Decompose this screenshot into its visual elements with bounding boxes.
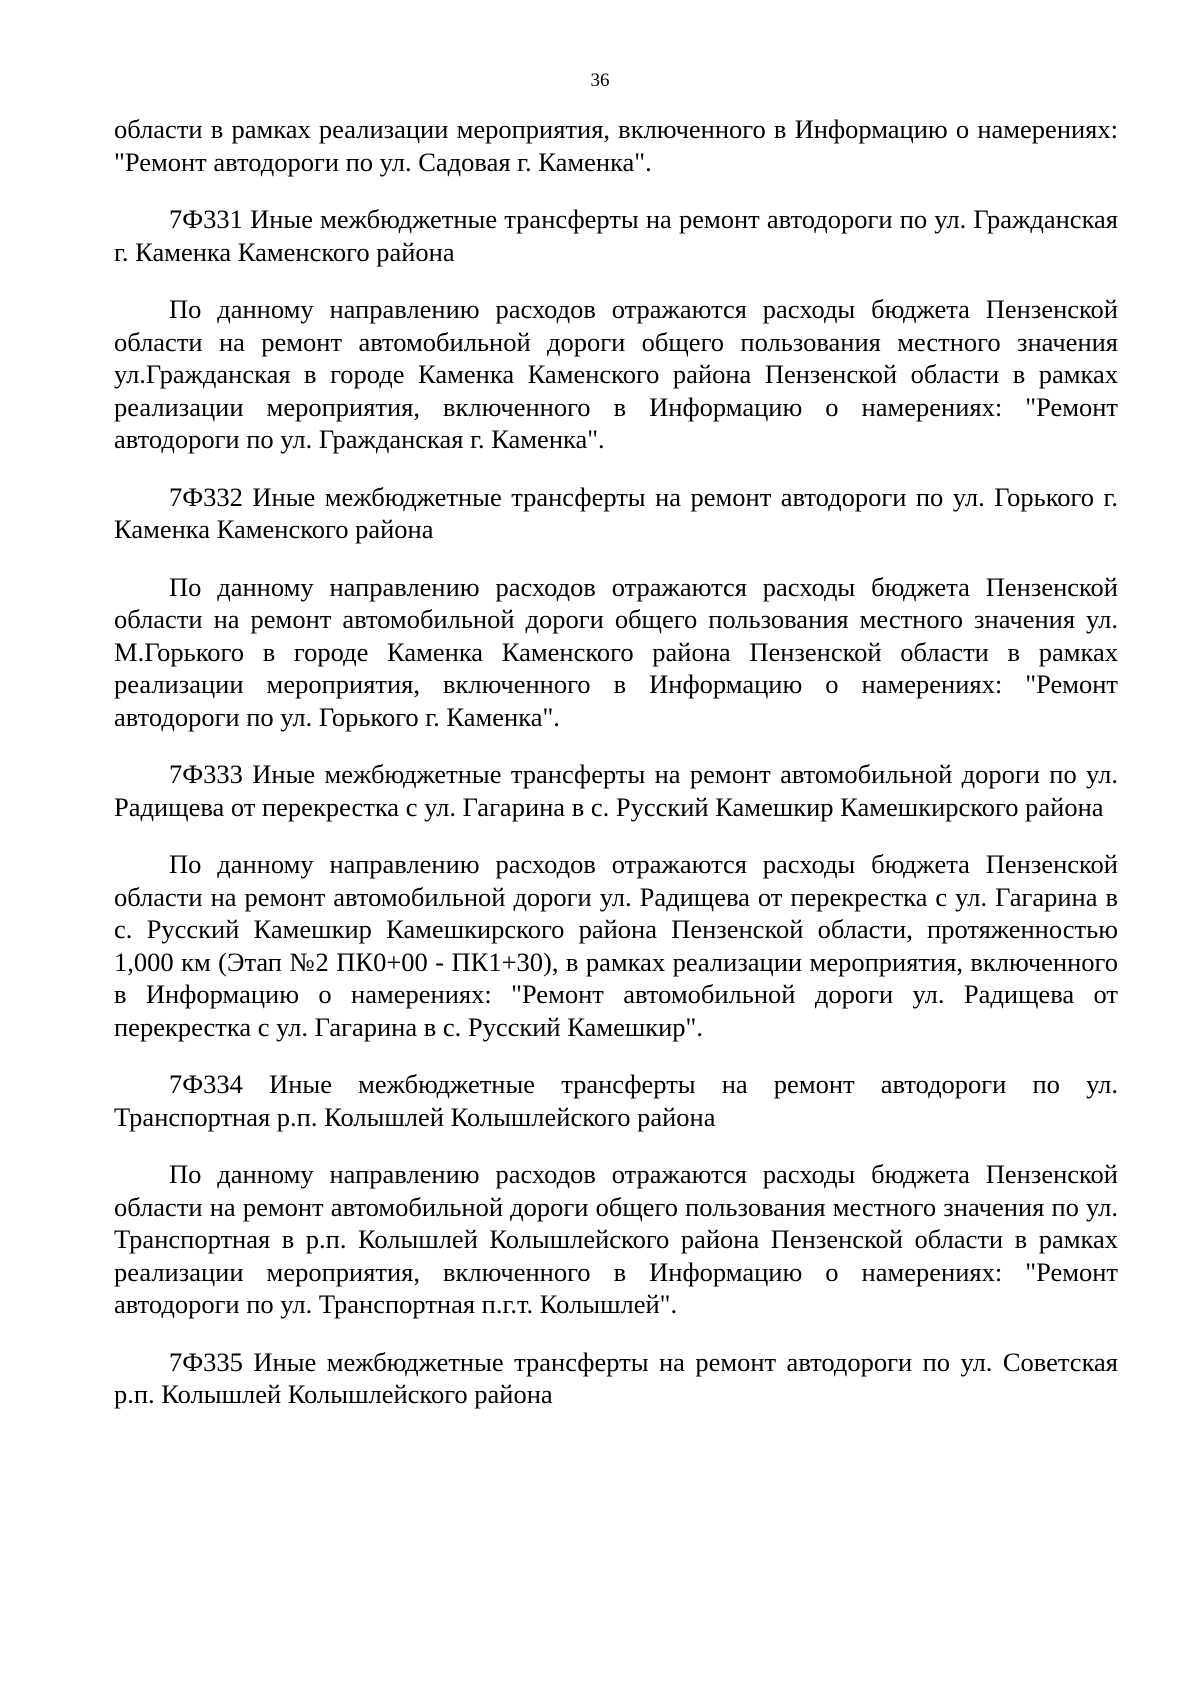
heading-7f335: 7Ф335 Иные межбюджетные трансферты на ремонт автодороги по ул. Советская р.п. Колышлей Колышлейского района (114, 1346, 1118, 1409)
heading-7f332: 7Ф332 Иные межбюджетные трансферты на ремонт автодороги по ул. Горького г. Каменка Каменского района (114, 481, 1118, 544)
paragraph-7f334-description: По данному направлению расходов отражаются расходы бюджета Пензенской области на ремонт автомобильной дороги общего пользования местного значения по ул. Транспортная в р.п. Колышлей Колышлейского района Пензенской области в рамках реализации мероприятия, включенного в Информацию о намерениях: "Ремонт автодороги по ул. Транспортная п.г.т. Колышлей". (114, 1159, 1118, 1319)
document-body (114, 113, 1118, 1411)
heading-7f333: 7Ф333 Иные межбюджетные трансферты на ремонт автомобильной дороги по ул. Радищева от перекрестка с ул. Гагарина в с. Русский Камешкир Камешкирского района (114, 759, 1118, 822)
paragraph-7f331-description: По данному направлению расходов отражаются расходы бюджета Пензенской области на ремонт автомобильной дороги общего пользования местного значения ул.Гражданская в городе Каменка Каменского района Пензенской области в рамках реализации мероприятия, включенного в Информацию о намерениях: "Ремонт автодороги по ул. Гражданская г. Каменка". (114, 294, 1118, 454)
paragraph-continuation: области в рамках реализации мероприятия, включенного в Информацию о намерениях: "Ремонт автодороги по ул. Садовая г. Каменка". (114, 114, 1118, 177)
paragraph-7f332-description: По данному направлению расходов отражаются расходы бюджета Пензенской области на ремонт автомобильной дороги общего пользования местного значения ул. М.Горького в городе Каменка Каменского района Пензенской области в рамках реализации мероприятия, включенного в Информацию о намерениях: "Ремонт автодороги по ул. Горького г. Каменка". (114, 571, 1118, 732)
page-number: 36 (590, 70, 610, 91)
paragraph-7f333-description: По данному направлению расходов отражаются расходы бюджета Пензенской области на ремонт автомобильной дороги ул. Радищева от перекрестка с ул. Гагарина в с. Русский Камешкир Камешкирского района Пензенской области, протяженностью 1,000 км (Этап №2 ПК0+00 - ПК1+30), в рамках реализации мероприятия, включенного в Информацию о намерениях: "Ремонт автомобильной дороги ул. Радищева от перекрестка с ул. Гагарина в с. Русский Камешкир". (114, 849, 1118, 1042)
heading-7f331: 7Ф331 Иные межбюджетные трансферты на ремонт автодороги по ул. Гражданская г. Каменка Каменского района (114, 204, 1118, 267)
heading-7f334: 7Ф334 Иные межбюджетные трансферты на ремонт автодороги по ул. Транспортная р.п. Колышлей Колышлейского района (114, 1069, 1118, 1132)
